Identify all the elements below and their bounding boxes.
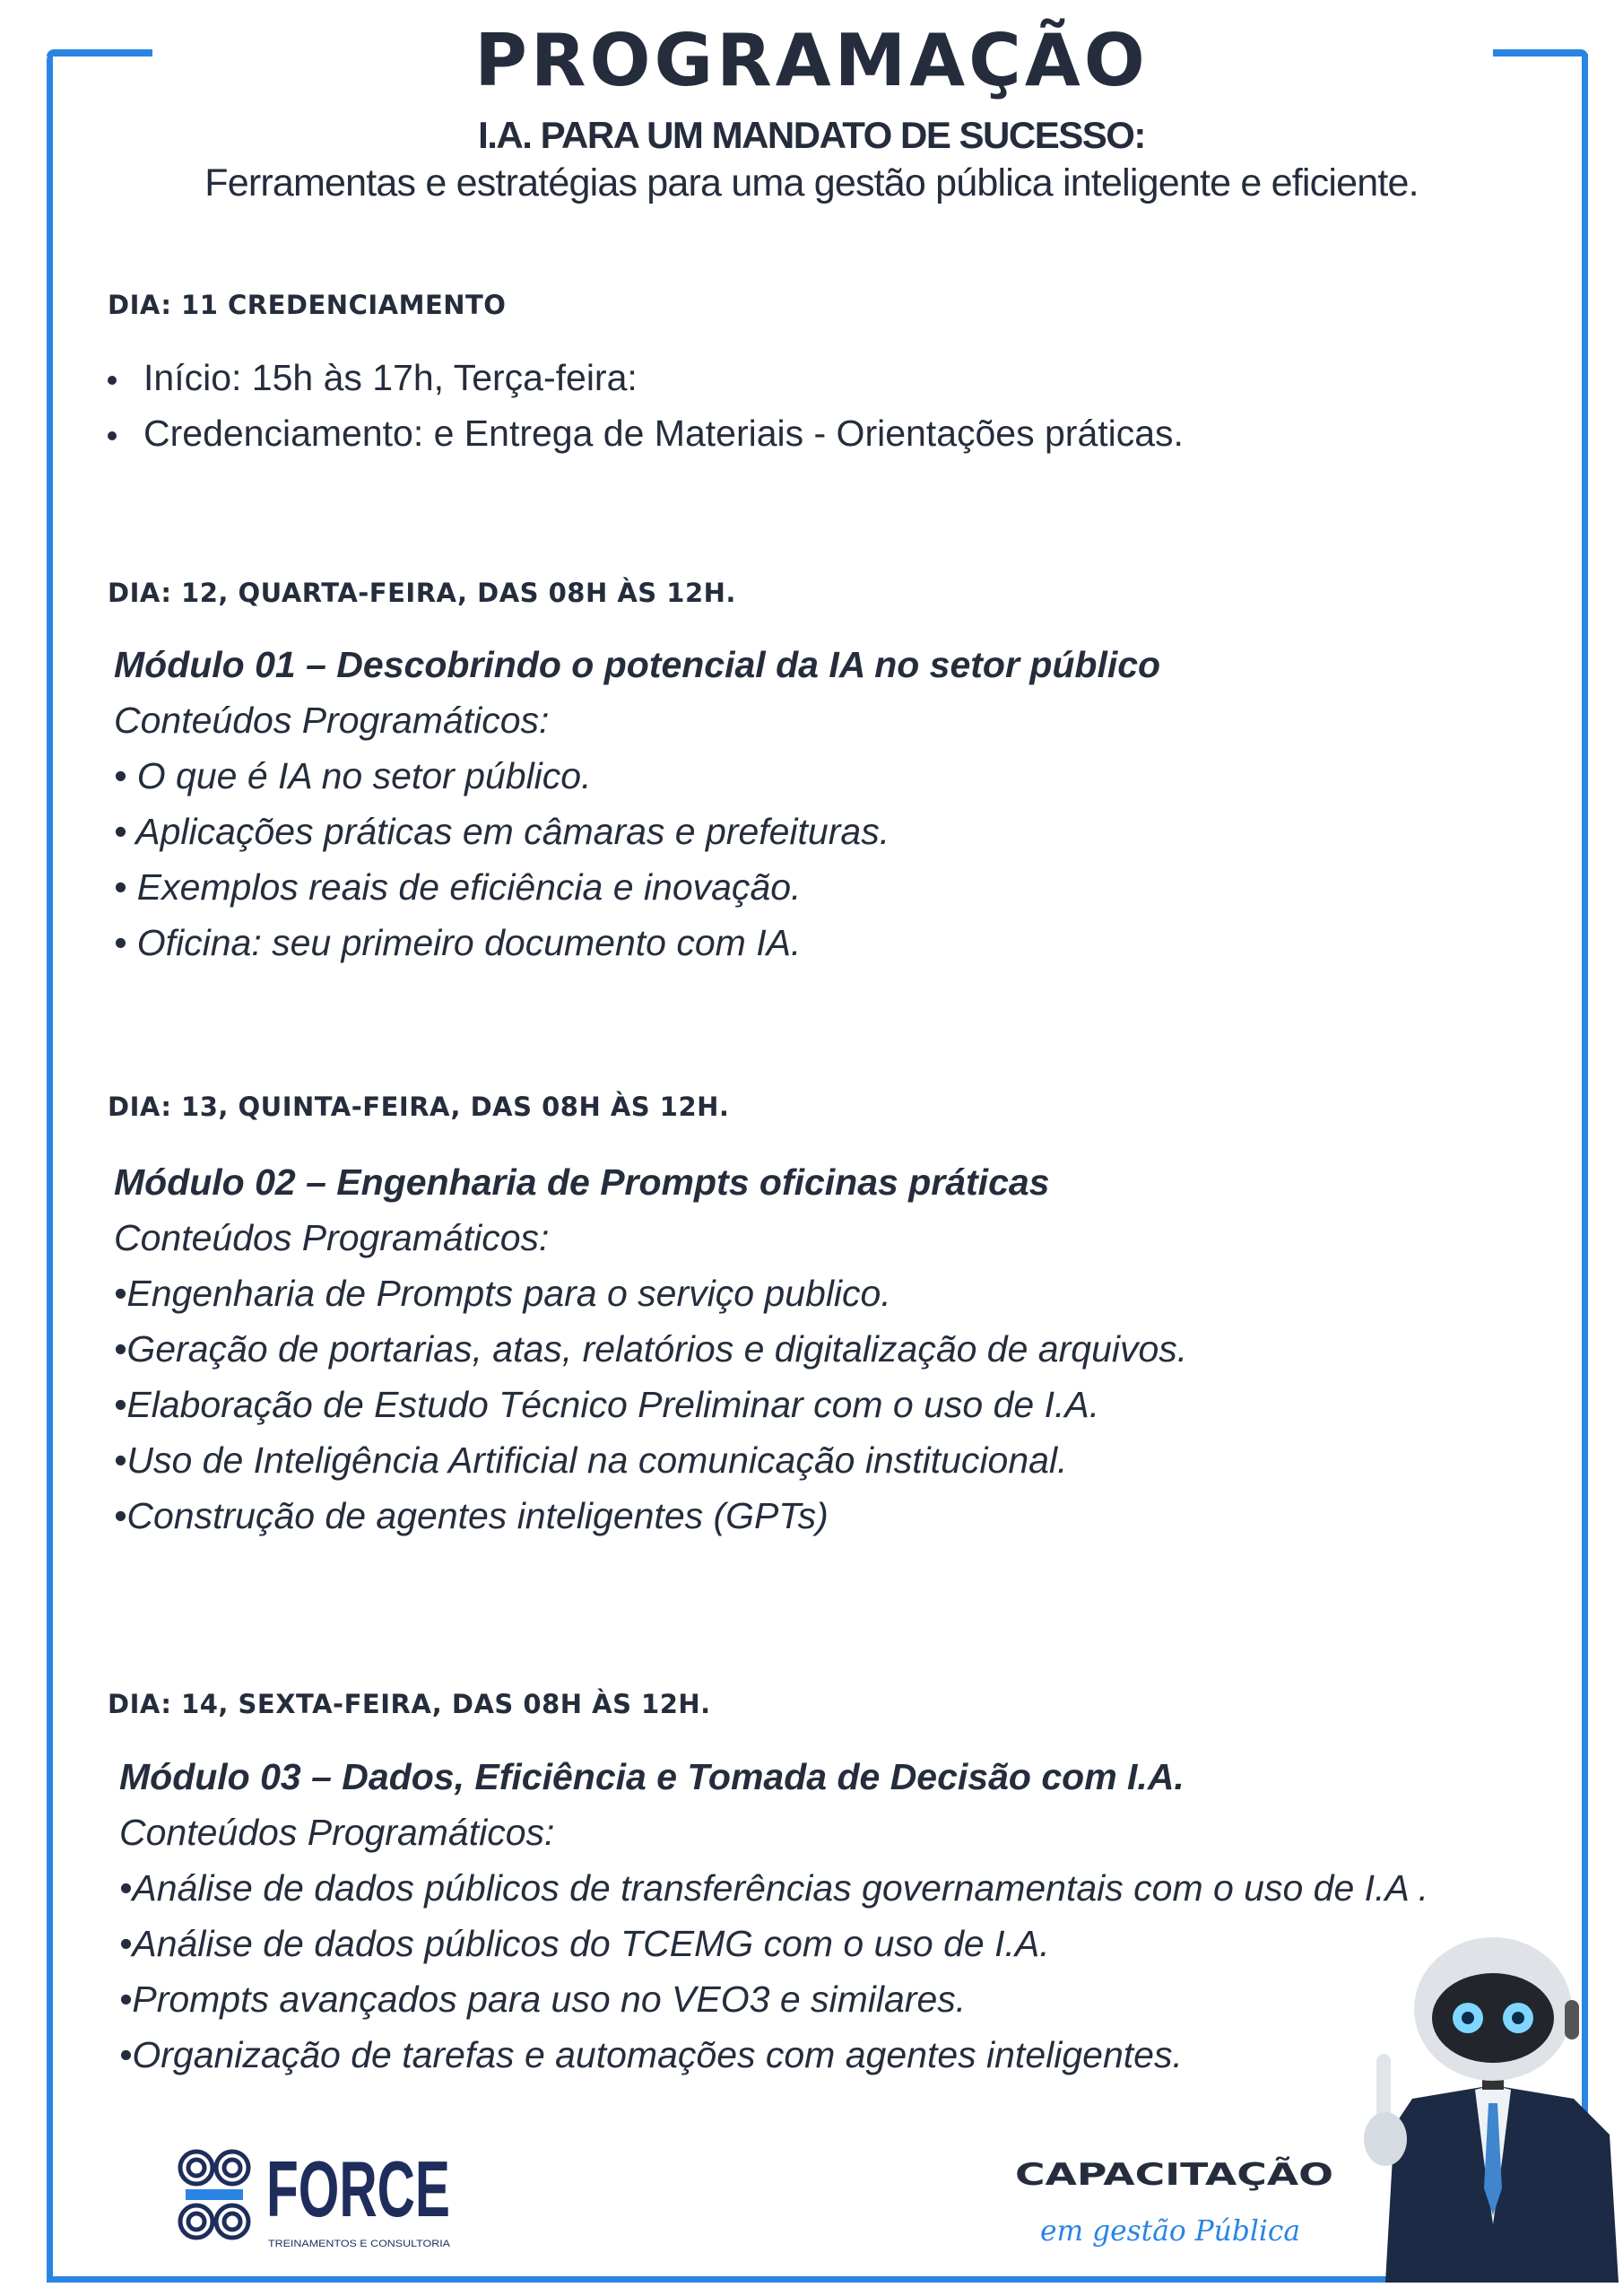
contents-label: Conteúdos Programáticos:: [119, 1812, 555, 1853]
list-item: • Exemplos reais de eficiência e inovação.: [114, 866, 802, 908]
list-item: •Prompts avançados para uso no VEO3 e similares.: [119, 1979, 967, 2020]
list-item: •Uso de Inteligência Artificial na comunicação institucional.: [114, 1439, 1068, 1481]
svg-text:em gestão Pública: em gestão Pública: [1040, 2213, 1300, 2248]
svg-text:TREINAMENTOS E CONSULTORIA: TREINAMENTOS E CONSULTORIA: [268, 2239, 451, 2249]
contents-label: Conteúdos Programáticos:: [114, 700, 550, 741]
list-item: •Geração de portarias, atas, relatórios e digitalização de arquivos.: [114, 1328, 1188, 1370]
page-subtitle: I.A. PARA UM MANDATO DE SUCESSO:: [478, 114, 1145, 156]
list-item: •Elaboração de Estudo Técnico Preliminar com o uso de I.A.: [114, 1384, 1100, 1425]
page-title: PROGRAMAÇÃO: [474, 19, 1149, 102]
list-item-text: Credenciamento: e Entrega de Materiais - Orientações práticas.: [143, 413, 1184, 454]
frame-border-bottom: [47, 2276, 1588, 2283]
bullet-icon: [108, 376, 117, 385]
frame-border-left: [47, 54, 53, 2283]
page-tagline: Ferramentas e estratégias para uma gestão pública inteligente e eficiente.: [204, 161, 1419, 204]
list-item-text: Início: 15h às 17h, Terça-feira:: [143, 357, 638, 398]
day-heading: DIA: 12, QUARTA-FEIRA, DAS 08H ÀS 12H.: [108, 578, 736, 608]
list-item: [108, 355, 638, 400]
force-logo: [177, 2144, 455, 2251]
module-title: Módulo 02 – Engenharia de Prompts oficinas práticas: [114, 1161, 1050, 1203]
day-heading: DIA: 11 CREDENCIAMENTO: [108, 290, 507, 320]
module-title: Módulo 03 – Dados, Eficiência e Tomada de Decisão com I.A.: [119, 1756, 1185, 1797]
list-item: [108, 411, 1184, 456]
module-title: Módulo 01 – Descobrindo o potencial da IA no setor público: [114, 644, 1161, 685]
robot-mascot: [1358, 1928, 1623, 2283]
list-item: • Oficina: seu primeiro documento com IA.: [114, 922, 802, 963]
list-item: • Aplicações práticas em câmaras e prefeituras.: [114, 811, 890, 852]
list-item: •Análise de dados públicos de transferências governamentais com o uso de I.A .: [119, 1867, 1429, 1909]
day-heading: DIA: 13, QUINTA-FEIRA, DAS 08H ÀS 12H.: [108, 1091, 730, 1122]
list-item: •Organização de tarefas e automações com agentes inteligentes.: [119, 2034, 1183, 2075]
list-item: •Construção de agentes inteligentes (GPTs): [114, 1495, 829, 1536]
list-item: •Engenharia de Prompts para o serviço publico.: [114, 1273, 891, 1314]
bullet-icon: [108, 431, 117, 440]
capacitacao-logo: [1013, 2152, 1336, 2256]
list-item: • O que é IA no setor público.: [114, 755, 592, 796]
contents-label: Conteúdos Programáticos:: [114, 1217, 550, 1258]
list-item: •Análise de dados públicos do TCEMG com o uso de I.A.: [119, 1923, 1050, 1964]
svg-text:CAPACITAÇÃO: CAPACITAÇÃO: [1015, 2157, 1253, 2193]
day-heading: DIA: 14, SEXTA-FEIRA, DAS 08H ÀS 12H.: [108, 1689, 711, 1719]
svg-text:FORCE: FORCE: [266, 2144, 450, 2233]
